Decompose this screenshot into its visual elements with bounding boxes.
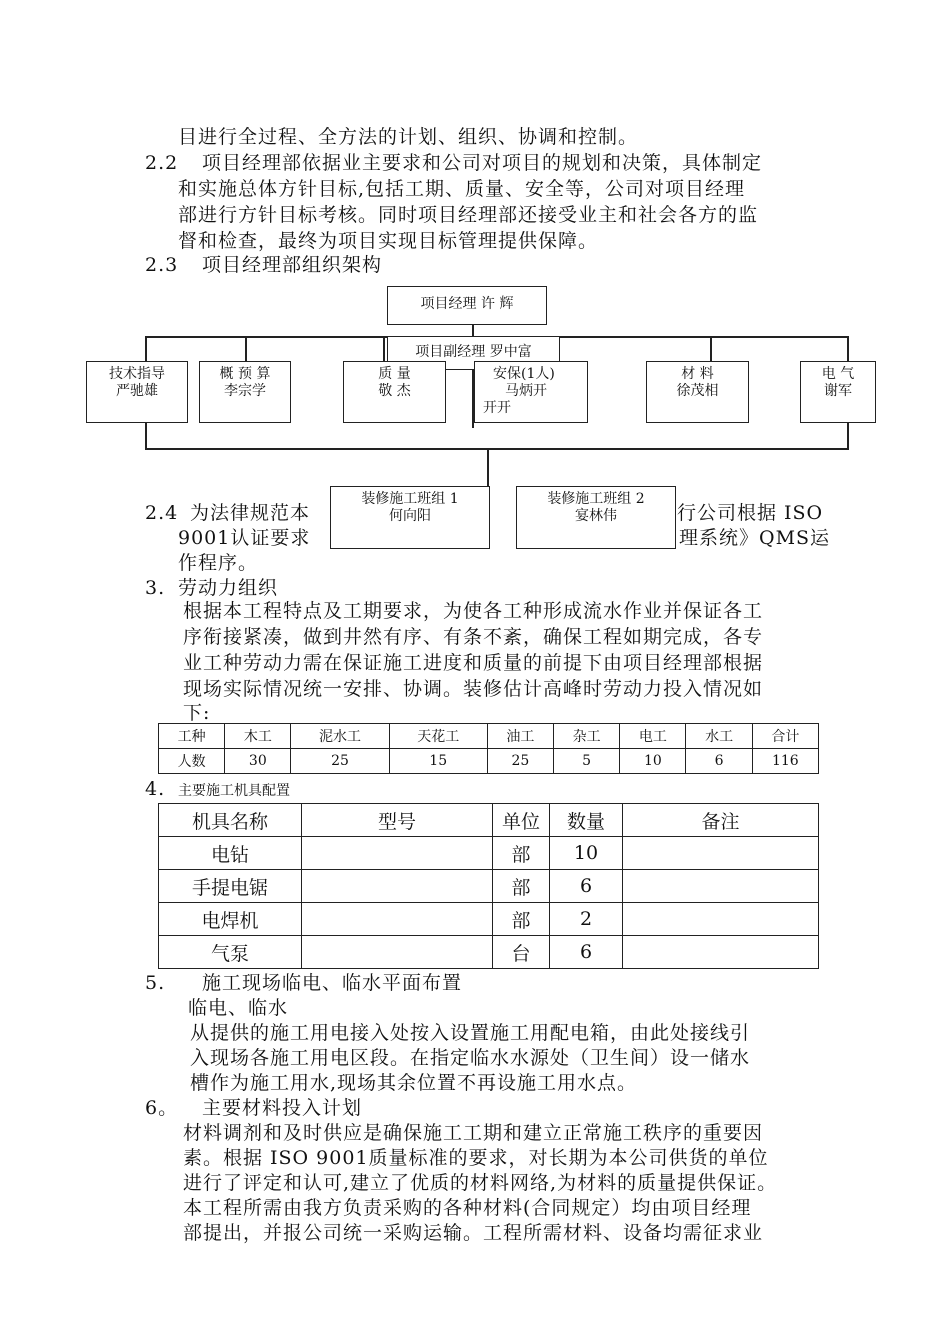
paragraph-line: 从提供的施工用电接入处按入设置施工用配电箱，由此处接线引	[190, 1022, 751, 1044]
section-number: 2.4	[145, 502, 179, 524]
table-row: 气泵 台 6	[159, 936, 819, 969]
section-title: 项目经理部组织架构	[202, 254, 383, 276]
org-team2-box: 装修施工班组 2 宴林伟	[516, 486, 676, 549]
org-material-box: 材 料 徐茂相	[646, 361, 749, 423]
section-number: 4.	[145, 778, 166, 800]
paragraph-line: 序衔接紧凑，做到井然有序、有条不紊，确保工程如期完成，各专	[183, 626, 764, 648]
paragraph-line: 行公司根据 ISO	[677, 502, 824, 524]
table-row: 工种 木工 泥水工 天花工 油工 杂工 电工 水工 合计	[159, 724, 819, 749]
paragraph-line: 和实施总体方针目标,包括工期、质量、安全等，公司对项目经理	[178, 178, 746, 200]
paragraph-line: 材料调剂和及时供应是确保施工工期和建立正常施工秩序的重要因	[183, 1122, 764, 1144]
paragraph-line: 9001认证要求	[178, 527, 311, 549]
org-tech-box: 技术指导 严驰雄	[86, 361, 188, 423]
section-number: 2.3	[145, 254, 179, 276]
paragraph-line: 目进行全过程、全方法的计划、组织、协调和控制。	[178, 126, 639, 148]
section-subtitle: 临电、临水	[188, 997, 289, 1019]
paragraph-line: 部进行方针目标考核。同时项目经理部还接受业主和社会各方的监	[178, 204, 759, 226]
section-title: 劳动力组织	[178, 577, 279, 599]
paragraph-line: 素。根据 ISO 9001质量标准的要求，对长期为本公司供货的单位	[183, 1147, 769, 1169]
paragraph-line: 作程序。	[178, 552, 259, 574]
section-number: 6。	[145, 1097, 179, 1119]
section-number: 5.	[145, 972, 166, 994]
org-electric-box: 电 气 谢军	[800, 361, 876, 423]
paragraph-line: 进行了评定和认可,建立了优质的材料网络,为材料的质量提供保证。	[183, 1172, 778, 1194]
paragraph-line: 业工种劳动力需在保证施工进度和质量的前提下由项目经理部根据	[183, 652, 764, 674]
org-deputy-box: 项目副经理 罗中富	[387, 336, 560, 370]
paragraph-line: 现场实际情况统一安排、协调。装修估计高峰时劳动力投入情况如	[183, 678, 764, 700]
table-row: 人数 30 25 15 25 5 10 6 116	[159, 749, 819, 774]
table-row: 手提电锯 部 6	[159, 870, 819, 903]
table-row: 电钻 部 10	[159, 837, 819, 870]
section-title: 施工现场临电、临水平面布置	[202, 972, 463, 994]
paragraph-line: 入现场各施工用电区段。在指定临水水源处（卫生间）设一储水	[190, 1047, 751, 1069]
org-quality-box: 质 量 敬 杰	[343, 361, 446, 423]
paragraph-line: 根据本工程特点及工期要求，为使各工种形成流水作业并保证各工	[183, 600, 764, 622]
paragraph-line: 理系统》QMS运	[679, 527, 831, 549]
paragraph-line: 为法律规范本	[190, 502, 311, 524]
org-team1-box: 装修施工班组 1 何向阳	[330, 486, 490, 549]
section-title: 主要材料投入计划	[202, 1097, 363, 1119]
section-title: 主要施工机具配置	[178, 783, 290, 799]
paragraph-line: 下:	[183, 702, 211, 724]
org-manager-box: 项目经理 许 辉	[387, 286, 547, 325]
paragraph-line: 槽作为施工用水,现场其余位置不再设施工用水点。	[190, 1072, 638, 1094]
table-row: 电焊机 部 2	[159, 903, 819, 936]
org-budget-box: 概 预 算 李宗学	[199, 361, 291, 423]
org-safety-box: 安保(1人) 马炳开 开开	[474, 361, 588, 423]
paragraph-line: 本工程所需由我方负责采购的各种材料(合同规定）均由项目经理	[183, 1197, 752, 1219]
paragraph-line: 部提出，并报公司统一采购运输。工程所需材料、设备均需征求业	[183, 1222, 764, 1244]
table-row: 机具名称 型号 单位 数量 备注	[159, 804, 819, 837]
paragraph-line: 项目经理部依据业主要求和公司对项目的规划和决策，具体制定	[202, 152, 763, 174]
paragraph-line: 督和检查，最终为项目实现目标管理提供保障。	[178, 230, 599, 252]
equipment-table	[158, 803, 819, 969]
labor-table	[158, 723, 819, 774]
section-number: 2.2	[145, 152, 179, 174]
section-number: 3.	[145, 577, 166, 599]
